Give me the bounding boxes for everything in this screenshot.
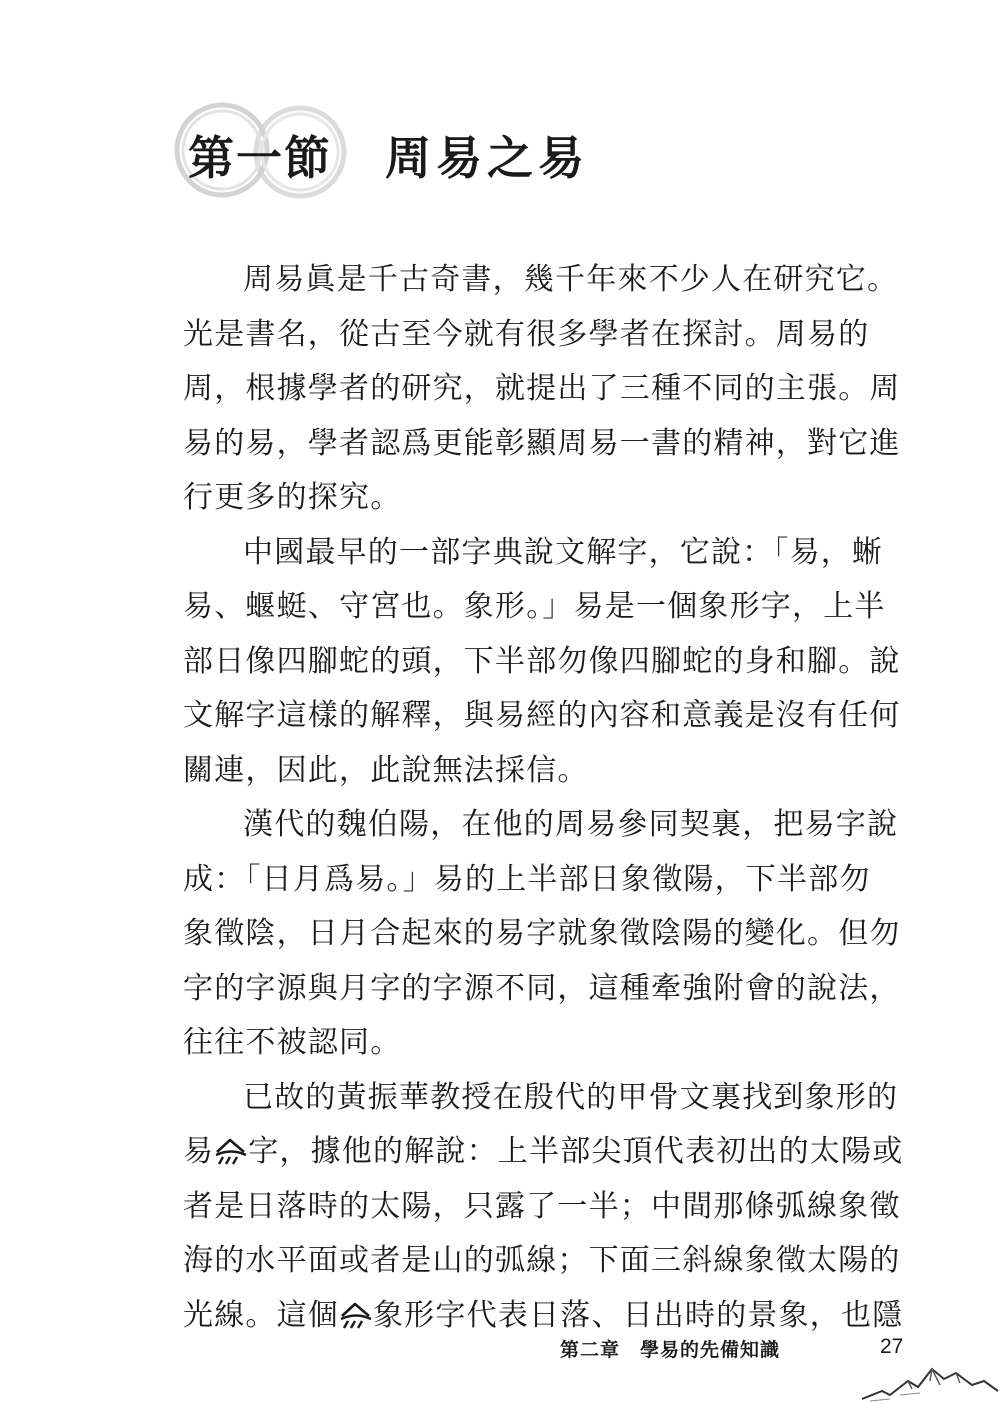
text-line: 成：「日月爲易。」易的上半部日象徵陽，下半部勿	[183, 861, 871, 897]
text-line: 部日像四腳蛇的頭，下半部勿像四腳蛇的身和腳。說	[183, 643, 901, 679]
text-line: 光是書名，從古至今就有很多學者在探討。周易的	[183, 316, 870, 352]
section-heading	[170, 100, 730, 200]
text-line: 周易眞是千古奇書，幾千年來不少人在研究它。	[243, 262, 899, 297]
page-number: 27	[880, 1335, 904, 1358]
text-line: 漢代的魏伯陽，在他的周易參同契裏，把易字說	[243, 807, 899, 842]
text-line: 字的字源與月字的字源不同，這種牽強附會的說法，	[183, 970, 901, 1006]
paragraph	[183, 253, 901, 526]
paragraph	[183, 526, 901, 799]
text-line: 中國最早的一部字典說文解字，它說：「易，蜥	[243, 534, 884, 570]
text-line	[183, 1125, 904, 1180]
yi-pictograph-icon	[339, 1299, 373, 1329]
footer-chapter-title: 第二章 學易的先備知識	[560, 1339, 781, 1361]
text-segment: 易	[183, 1134, 215, 1169]
text-line: 文解字這樣的解釋，與易經的內容和意義是沒有任何	[183, 698, 901, 733]
body-text	[183, 253, 904, 1343]
mountain-ink-icon	[860, 1355, 1000, 1415]
section-title: 周易之易	[385, 131, 589, 185]
text-line: 已故的黃振華教授在殷代的甲骨文裏找到象形的	[243, 1079, 899, 1115]
text-line: 易的易，學者認爲更能彰顯周易一書的精神，對它進	[183, 425, 901, 461]
text-line: 行更多的探究。	[183, 480, 402, 515]
text-line: 者是日落時的太陽，只露了一半；中間那條弧線象徵	[183, 1188, 901, 1224]
paragraph	[183, 1071, 904, 1344]
text-line: 周，根據學者的研究，就提出了三種不同的主張。周	[183, 371, 901, 406]
section-number: 第一節	[188, 131, 332, 185]
text-segment: 字，據他的解說：上半部尖頂代表初出的太陽或	[248, 1134, 904, 1169]
text-line: 關連，因此，此說無法採信。	[183, 752, 589, 788]
text-line: 往往不被認同。	[183, 1025, 402, 1060]
text-line: 海的水平面或者是山的弧線；下面三斜線象徵太陽的	[183, 1243, 901, 1278]
yi-pictograph-icon	[214, 1135, 248, 1165]
paragraph	[183, 798, 901, 1071]
text-line: 易、蝘蜓、守宮也。象形。」易是一個象形字，上半	[183, 589, 886, 624]
text-segment: 象形字代表日落、日出時的景象，也隱	[373, 1297, 904, 1333]
text-segment: 光線。這個	[183, 1297, 339, 1333]
text-line: 象徵陰，日月合起來的易字就象徵陰陽的變化。但勿	[183, 916, 901, 951]
